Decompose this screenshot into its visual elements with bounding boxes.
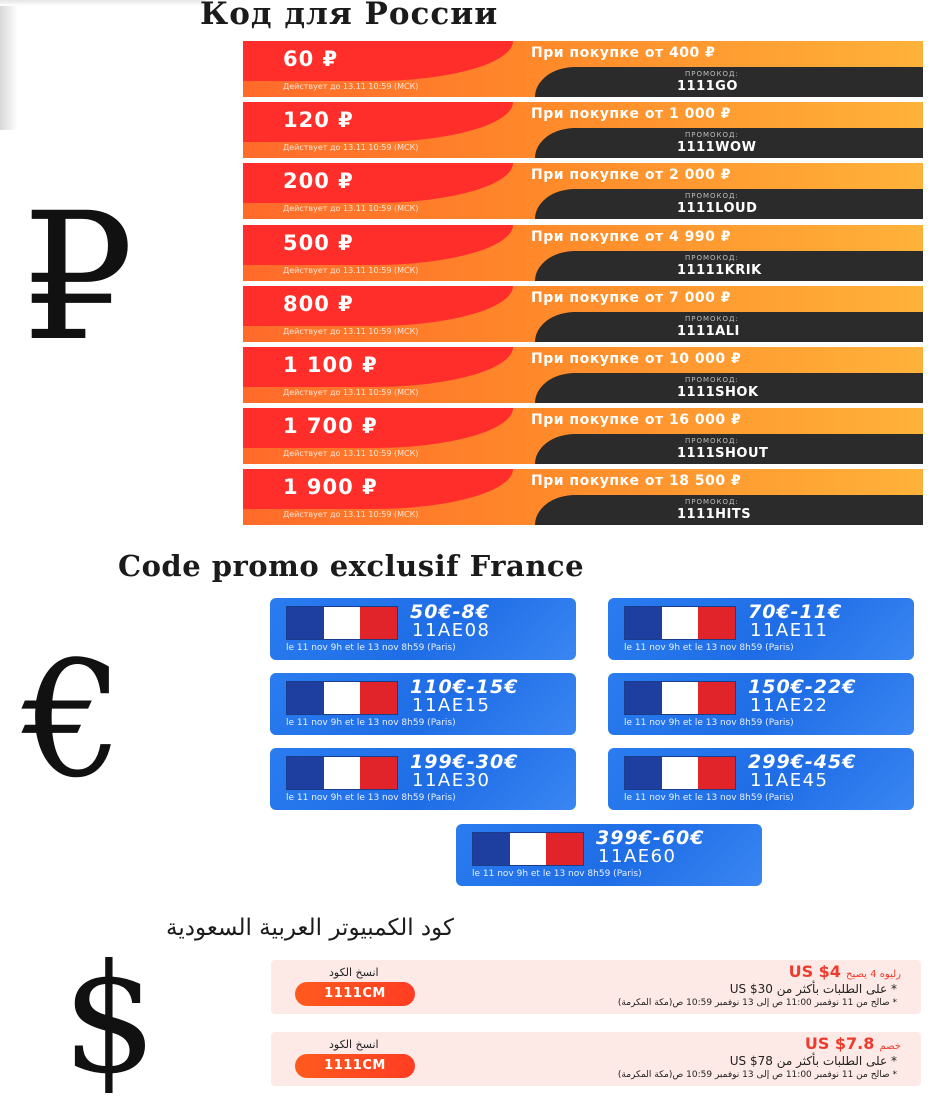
coupon-heading	[805, 1034, 901, 1053]
france-section-title: Code promo exclusif France	[118, 549, 585, 583]
coupon-validity: Действует до 13.11 10:59 (МСК)	[283, 265, 419, 275]
ruble-icon: ₽	[22, 175, 134, 380]
coupon-price: US $4	[788, 962, 841, 981]
france-coupon-card[interactable]	[270, 748, 576, 810]
coupon-validity: Действует до 13.11 10:59 (МСК)	[283, 204, 419, 214]
promo-code-label: ПРОМОКОД:	[685, 498, 739, 507]
coupon-validity: * صالح من 11 نوفمبر 11:00 ص إلى 13 نوفمبر 10:59 ص(مكة المكرمة)	[617, 1070, 897, 1080]
coupon-condition: При покупке от 2 000 ₽	[531, 167, 731, 184]
promo-code-label: ПРОМОКОД:	[685, 314, 739, 323]
france-flag-icon	[286, 681, 398, 715]
promo-code[interactable]: 1111GO	[677, 79, 738, 94]
coupon-deal: 299€-45€	[748, 751, 857, 773]
coupon-min-order: * على الطلبات بأكثر من US $30	[729, 982, 897, 996]
coupon-validity: le 11 nov 9h et le 13 nov 8h59 (Paris)	[472, 869, 642, 879]
coupon-validity: Действует до 13.11 10:59 (МСК)	[283, 326, 419, 336]
coupon-validity: Действует до 13.11 10:59 (МСК)	[283, 449, 419, 459]
coupon-heading	[789, 962, 901, 981]
promo-code[interactable]: 1111HITS	[677, 507, 752, 523]
promo-code[interactable]: 1111SHOK	[677, 384, 759, 400]
promo-code[interactable]: 11AE22	[750, 695, 829, 716]
promo-code-label: ПРОМОКОД:	[685, 253, 739, 262]
russia-coupon-card[interactable]	[243, 163, 923, 219]
promo-code-box[interactable]	[535, 373, 923, 403]
top-shadow	[0, 0, 205, 6]
promo-code-box[interactable]	[535, 128, 923, 158]
coupon-condition: При покупке от 1 000 ₽	[531, 106, 731, 123]
russia-coupon-card[interactable]	[243, 347, 923, 403]
france-flag-icon	[286, 606, 398, 640]
france-flag-icon	[472, 832, 584, 866]
promo-code[interactable]: 11111KRIK	[677, 262, 762, 278]
promo-code-label: ПРОМОКОД:	[685, 70, 739, 78]
france-coupon-card[interactable]	[608, 748, 914, 810]
russia-coupon-card[interactable]	[243, 408, 923, 464]
coupon-validity: le 11 nov 9h et le 13 nov 8h59 (Paris)	[624, 643, 794, 653]
coupon-deal: 70€-11€	[748, 601, 843, 623]
france-coupon-card[interactable]	[270, 598, 576, 660]
coupon-deal: 110€-15€	[410, 676, 519, 698]
coupon-deal: 199€-30€	[410, 751, 519, 773]
russia-coupon-card[interactable]	[243, 225, 923, 281]
russia-coupon-card[interactable]	[243, 41, 923, 97]
dollar-icon: $	[62, 933, 158, 1107]
russia-coupon-card[interactable]	[243, 286, 923, 342]
france-flag-icon	[624, 756, 736, 790]
euro-icon: €	[22, 626, 124, 813]
coupon-deal: 50€-8€	[410, 601, 490, 623]
coupon-condition: При покупке от 4 990 ₽	[531, 228, 731, 245]
promo-code[interactable]: 1111LOUD	[677, 201, 758, 217]
russia-coupon-card[interactable]	[243, 469, 923, 525]
coupon-validity: Действует до 13.11 10:59 (МСК)	[283, 387, 419, 397]
coupon-validity: le 11 nov 9h et le 13 nov 8h59 (Paris)	[624, 793, 794, 803]
promo-code-label: ПРОМОКОД:	[685, 437, 739, 446]
corner-shadow	[0, 0, 18, 130]
promo-code[interactable]: 1111ALI	[677, 323, 740, 339]
coupon-validity: * صالح من 11 نوفمبر 11:00 ص إلى 13 نوفمبر 10:59 ص(مكة المكرمة)	[617, 998, 897, 1008]
russia-section-title: Код для России	[200, 0, 499, 32]
coupon-condition: При покупке от 18 500 ₽	[531, 473, 742, 490]
russia-coupon-list	[243, 41, 923, 531]
promo-code-box[interactable]	[535, 67, 923, 97]
coupon-validity: Действует до 13.11 10:59 (МСК)	[283, 143, 419, 153]
coupon-amount: 120 ₽	[283, 108, 354, 133]
coupon-amount: 1 900 ₽	[283, 475, 378, 500]
coupon-amount: 800 ₽	[283, 291, 354, 316]
promo-code-box[interactable]	[535, 312, 923, 342]
copy-code-label: انسخ الكود	[329, 966, 379, 979]
coupon-validity: le 11 nov 9h et le 13 nov 8h59 (Paris)	[286, 643, 456, 653]
arabic-coupon-card	[271, 960, 921, 1014]
france-flag-icon	[624, 606, 736, 640]
promo-code[interactable]: 11AE15	[412, 695, 491, 716]
promo-code-box[interactable]	[535, 251, 923, 281]
promo-code-box[interactable]	[535, 495, 923, 525]
coupon-price: US $7.8	[804, 1034, 875, 1053]
promo-code-box[interactable]	[535, 434, 923, 464]
promo-code[interactable]: 11AE08	[412, 620, 491, 641]
promo-code[interactable]: 11AE60	[598, 846, 677, 867]
promo-code-box[interactable]	[535, 189, 923, 219]
promo-code[interactable]: 11AE11	[750, 620, 829, 641]
copy-code-label: انسخ الكود	[329, 1038, 379, 1051]
copy-code-button[interactable]: 1111CM	[295, 1054, 415, 1078]
promo-code[interactable]: 1111SHOUT	[677, 446, 769, 462]
coupon-min-order: * على الطلبات بأكثر من US $78	[729, 1054, 897, 1068]
promo-code[interactable]: 11AE30	[412, 770, 491, 791]
promo-code-label: ПРОМОКОД:	[685, 375, 739, 384]
coupon-amount: 1 700 ₽	[283, 414, 378, 439]
coupon-amount: 60 ₽	[283, 47, 339, 71]
promo-code-label: ПРОМОКОД:	[685, 192, 739, 201]
coupon-amount: 200 ₽	[283, 169, 354, 194]
promo-code[interactable]: 11AE45	[750, 770, 829, 791]
promo-code-label: ПРОМОКОД:	[685, 131, 739, 140]
coupon-amount: 1 100 ₽	[283, 352, 378, 377]
france-flag-icon	[624, 681, 736, 715]
coupon-condition: При покупке от 400 ₽	[531, 45, 716, 61]
promo-code[interactable]: 1111WOW	[677, 140, 757, 156]
coupon-condition: При покупке от 10 000 ₽	[531, 350, 742, 367]
coupon-amount: 500 ₽	[283, 230, 354, 255]
france-coupon-card[interactable]	[608, 598, 914, 660]
france-coupon-card[interactable]	[270, 673, 576, 735]
france-coupon-card[interactable]	[456, 824, 762, 886]
coupon-validity: Действует до 13.11 10:59 (МСК)	[283, 82, 419, 91]
coupon-validity: le 11 nov 9h et le 13 nov 8h59 (Paris)	[286, 718, 456, 728]
coupon-tag: خصم	[879, 1041, 901, 1052]
france-flag-icon	[286, 756, 398, 790]
russia-coupon-card[interactable]	[243, 102, 923, 158]
copy-code-button[interactable]: 1111CM	[295, 982, 415, 1006]
coupon-deal: 399€-60€	[596, 827, 705, 849]
arabic-section-title: كود الكمبيوتر العربية السعودية	[166, 915, 454, 941]
coupon-validity: Действует до 13.11 10:59 (МСК)	[283, 510, 419, 520]
coupon-validity: le 11 nov 9h et le 13 nov 8h59 (Paris)	[286, 793, 456, 803]
arabic-coupon-card	[271, 1032, 921, 1086]
coupon-condition: При покупке от 16 000 ₽	[531, 412, 742, 429]
coupon-condition: При покупке от 7 000 ₽	[531, 289, 731, 306]
france-coupon-card[interactable]	[608, 673, 914, 735]
coupon-deal: 150€-22€	[748, 676, 857, 698]
coupon-tag: رليوه 4 يصيح	[846, 969, 901, 980]
coupon-validity: le 11 nov 9h et le 13 nov 8h59 (Paris)	[624, 718, 794, 728]
